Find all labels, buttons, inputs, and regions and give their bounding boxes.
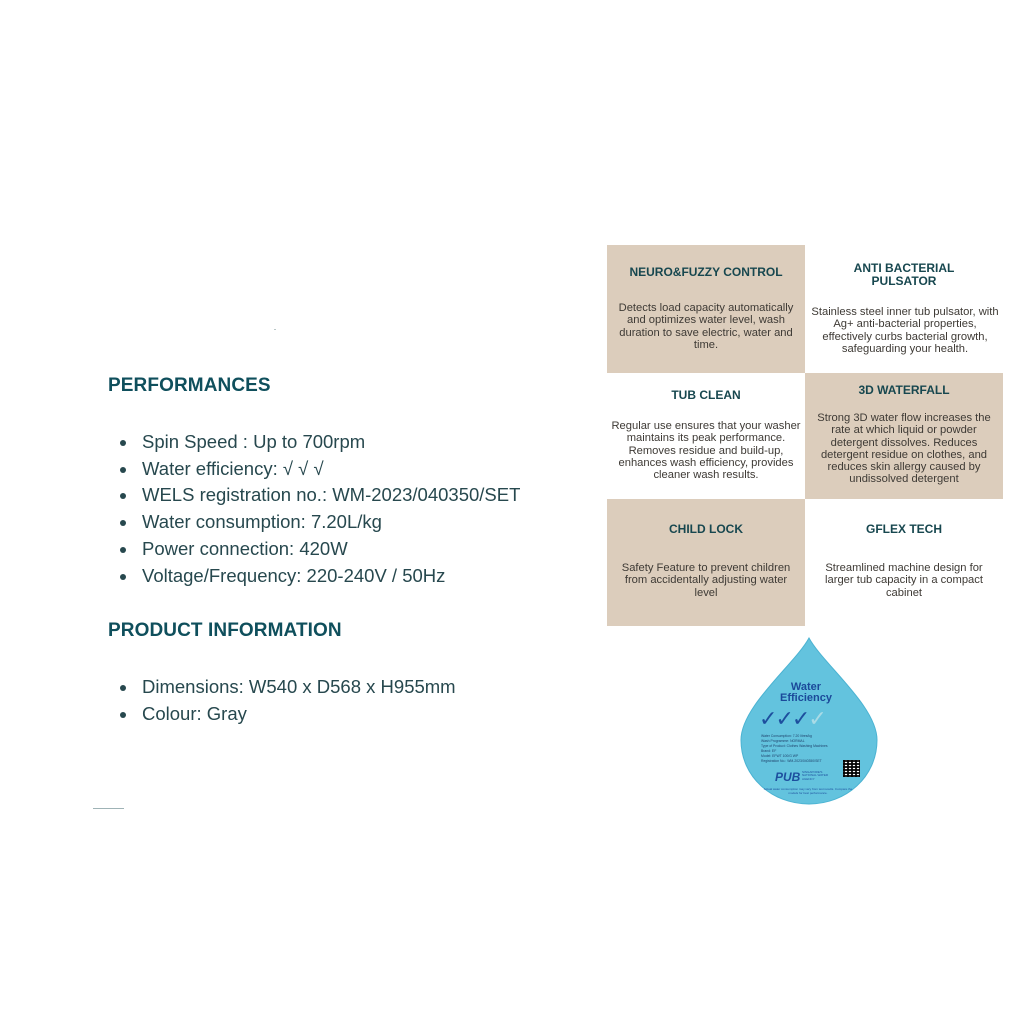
label-detail: Model: EFWT 100/G WP: [761, 754, 799, 758]
tick-icon: ✓: [759, 706, 776, 731]
feature-title: CHILD LOCK: [669, 522, 743, 536]
feature-grid: [607, 245, 1003, 626]
feature-3d-waterfall: [805, 373, 1003, 499]
feature-anti-bacterial-pulsator: [805, 245, 1003, 373]
feature-title: NEURO&FUZZY CONTROL: [629, 265, 783, 279]
label-detail: Brand: EF: [761, 749, 777, 753]
feature-tub-clean: [607, 373, 805, 499]
tick-icon: ✓: [775, 706, 792, 731]
spec-water-consumption: Water consumption: 7.20L/kg: [108, 509, 520, 536]
divider-line: [93, 808, 124, 809]
label-detail: Water Consumption: 7.20 litres/kg: [761, 734, 812, 738]
water-efficiency-label: [735, 636, 883, 806]
feature-title: TUB CLEAN: [671, 388, 741, 402]
label-detail: Registration No.: WM-2023/040350/SET: [761, 759, 822, 763]
feature-description: Detects load capacity automatically and optimizes water level, wash duration to save electric, water and time.: [618, 302, 794, 351]
spec-voltage-frequency: Voltage/Frequency: 220-240V / 50Hz: [108, 563, 520, 590]
feature-description: Strong 3D water flow increases the rate at which liquid or powder detergent dissolves. Reduces detergent residue on clothes, and reduces skin allergy caused by undissolved detergent: [817, 412, 991, 486]
spec-water-efficiency: Water efficiency: √ √ √: [108, 456, 520, 483]
feature-child-lock: [607, 499, 805, 626]
spec-colour: Colour: Gray: [108, 701, 456, 728]
product-information-heading: PRODUCT INFORMATION: [108, 620, 342, 641]
dot-mark: [274, 329, 276, 330]
efficiency-ticks: [759, 708, 825, 730]
spec-wels-registration: WELS registration no.: WM-2023/040350/SET: [108, 482, 520, 509]
qr-code-icon: [843, 760, 860, 777]
spec-power-connection: Power connection: 420W: [108, 536, 520, 563]
performances-heading: PERFORMANCES: [108, 375, 271, 396]
product-information-list: [108, 674, 456, 727]
label-footer: Actual water consumption may vary from test results. Compare the models for best performance.: [763, 787, 853, 795]
performances-list: [108, 429, 520, 589]
tick-icon: ✓: [791, 706, 809, 731]
label-detail: Type of Product: Clothes Washing Machines: [761, 744, 828, 748]
feature-description: Stainless steel inner tub pulsator, with Ag+ anti-bacterial properties, effectively curbs bacterial growth, safeguarding your health.: [811, 306, 999, 355]
water-efficiency-title: Water Efficiency: [780, 681, 832, 704]
spec-dimensions: Dimensions: W540 x D568 x H955mm: [108, 674, 456, 701]
feature-description: Safety Feature to prevent children from accidentally adjusting water level: [621, 562, 791, 599]
pub-logo-subtitle: SINGAPORE'S NATIONAL WATER AGENCY: [802, 770, 829, 781]
feature-description: Regular use ensures that your washer maintains its peak performance. Removes residue and build-up, enhances wash efficiency, provides cleaner wash results.: [611, 420, 801, 482]
feature-title: GFLEX TECH: [865, 522, 942, 536]
label-detail: Wash Programme: NORMAL: [761, 739, 805, 743]
spec-spin-speed: Spin Speed : Up to 700rpm: [108, 429, 520, 456]
tick-outline-icon: ✓: [808, 706, 825, 731]
feature-neuro-fuzzy-control: [607, 245, 805, 373]
feature-title: 3D WATERFALL: [858, 383, 950, 397]
pub-logo: PUB: [775, 770, 801, 784]
feature-gflex-tech: [805, 499, 1003, 626]
feature-title: ANTI BACTERIAL PULSATOR: [853, 261, 955, 288]
feature-description: Streamlined machine design for larger tub capacity in a compact cabinet: [825, 562, 983, 599]
